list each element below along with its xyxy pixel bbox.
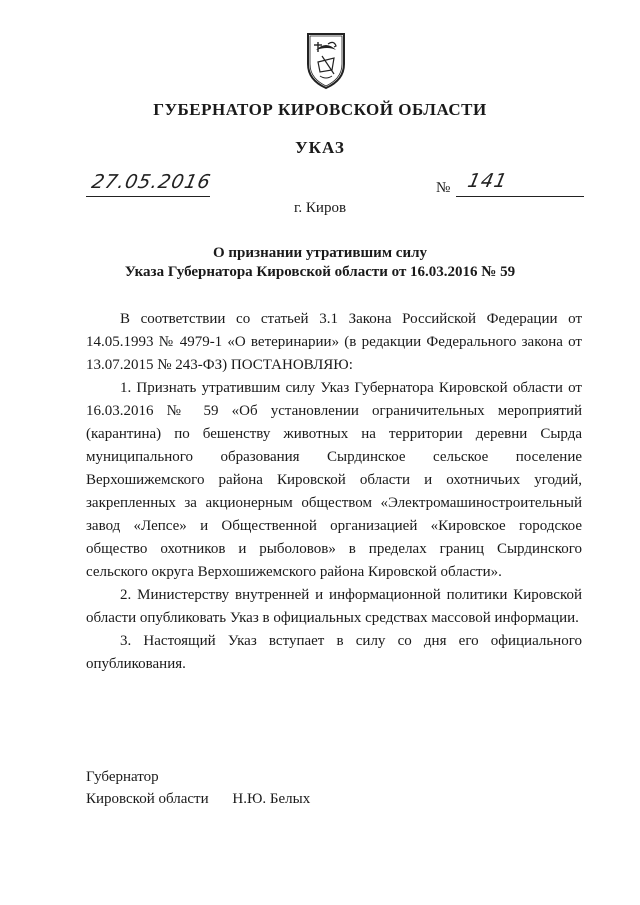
organization-title: ГУБЕРНАТОР КИРОВСКОЙ ОБЛАСТИ [153,100,487,119]
paragraph-preamble: В соответствии со статьей 3.1 Закона Российской Федерации от 14.05.1993 № 4979-1 «О ветеринарии» (в редакции Федерального закона от 13.07.2015 № 243-ФЗ) ПОСТАНОВЛЯЮ: [86,311,582,373]
subject-line-1: О признании утратившим силу [213,245,427,261]
decree-subject [0,244,640,282]
handwritten-date: 27.05.2016 [89,171,214,193]
document-type: УКАЗ [295,138,345,157]
date-field [86,171,214,197]
signature-block [86,766,310,810]
subject-line-2: Указа Губернатора Кировской области от 16.03.2016 № 59 [124,264,516,280]
paragraph-item-1: 1. Признать утратившим силу Указ Губернатора Кировской области от 16.03.2016 № 59 «Об установлении ограничительных мероприятий (карантина) по бешенству животных на территории деревни Сырда муниципального образования Сырдинское сельское поселение Верхошижемского района Кировской области и охотничьих угодий, закрепленных за акционерным обществом «Электромашиностроительный завод «Лепсе» и Общественной организацией «Кировское городское общество охотников и рыболовов» в пределах границ Сырдинского сельского округа Верхошижемского района Кировской области». [86,380,582,580]
kirov-coat-of-arms-icon [304,30,348,90]
decree-body [86,308,582,676]
number-sign: № [436,180,451,196]
signature-position-line-1: Губернатор [86,769,159,785]
signature-row [86,788,310,810]
handwritten-number: 141 [465,170,510,192]
paragraph-item-3: 3. Настоящий Указ вступает в силу со дня его официального опубликования. [86,633,582,672]
city: г. Киров [293,200,347,216]
paragraph-item-2: 2. Министерству внутренней и информационной политики Кировской области опубликовать Указ в официальных средствах массовой информации. [86,587,582,626]
signatory-name: Н.Ю. Белых [232,791,311,807]
signature-position-line-2: Кировской области [86,791,209,807]
number-field [456,170,584,197]
